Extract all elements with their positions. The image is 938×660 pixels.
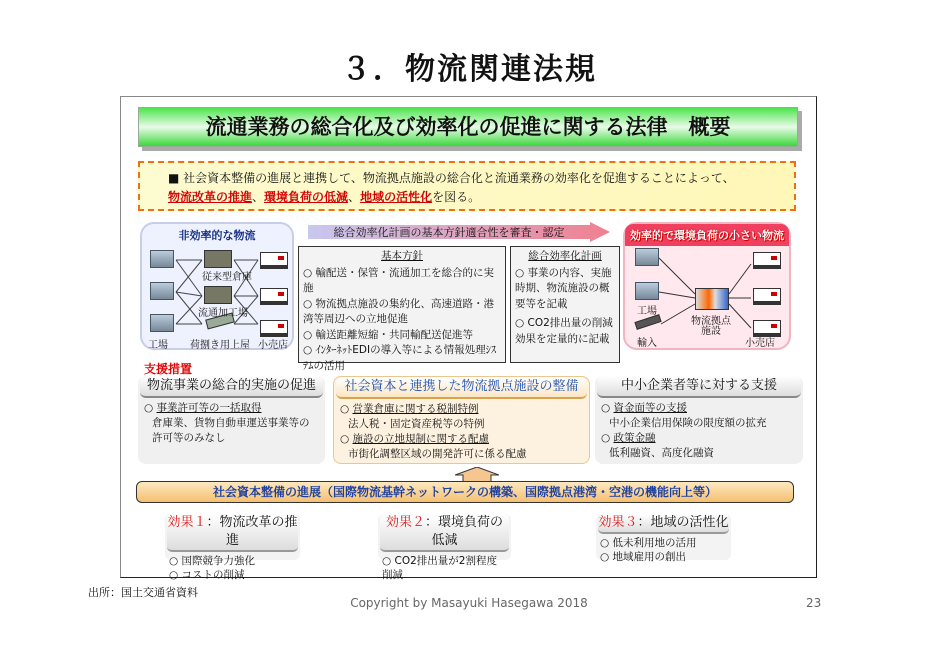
effect-title	[380, 514, 509, 552]
support-item-link: 営業倉庫に関する税制特例	[352, 403, 479, 415]
bullet: ○	[340, 403, 353, 415]
effect-title-text: ：物流改革の推進	[206, 515, 298, 548]
effect-number: 効果３	[598, 515, 638, 530]
purpose-lead: ■ 社会資本整備の進展と連携して、物流拠点施設の総合化と流通業務の効率化を促進することによって、	[168, 171, 735, 185]
efficient-logistics-diagram	[623, 222, 791, 350]
basic-policy-item: ○ ｲﾝﾀｰﾈｯﾄEDIの導入等による情報処理ｼｽﾃﾑの活用	[303, 344, 497, 372]
basic-policy-title: 基本方針	[381, 250, 423, 262]
goal-regional: 地域の活性化	[360, 190, 433, 204]
efficiency-plan-item: ○ CO2排出量の削減効果を定量的に記載	[515, 317, 613, 345]
truck-icon	[753, 320, 781, 334]
basic-policy-item: ○ 物流拠点施設の集約化、高速道路・港湾等周辺への立地促進	[303, 297, 494, 325]
support-item-link: 資金面等の支援	[613, 402, 687, 414]
effect-title-text: ：環境負荷の低減	[425, 515, 504, 548]
factory-icon	[635, 282, 659, 300]
truck-icon	[753, 288, 781, 302]
purpose-goals	[168, 188, 794, 207]
basic-policy-item: ○ 輸送距離短縮・共同輸配送促進等	[303, 328, 473, 341]
basic-policy-note	[298, 246, 506, 372]
up-arrow-icon	[455, 467, 499, 482]
support-box-title: 物流事業の総合的実施の促進	[140, 376, 323, 398]
bullet: ○	[144, 402, 157, 414]
support-item	[340, 432, 583, 447]
support-measures-label: 支援措置	[144, 362, 193, 376]
processing-plant-icon	[204, 286, 232, 304]
support-item-link: 政策金融	[613, 432, 656, 444]
purpose-tail: を図る。	[432, 190, 481, 204]
effect-item: ○ CO2排出量が2割程度削減	[382, 555, 497, 581]
effect-title-text: ：地域の活性化	[637, 515, 729, 530]
separator: 、	[252, 190, 265, 204]
support-item-detail: 低利融資、高度化融資	[609, 447, 714, 459]
warehouse-icon	[204, 250, 232, 268]
goal-logistics-reform: 物流改革の推進	[168, 190, 253, 204]
label-processing: 流通加工場	[198, 308, 248, 319]
label-hub-2: 施設	[701, 326, 721, 337]
separator: 、	[348, 190, 361, 204]
effect-box-3	[596, 514, 731, 563]
inefficient-logistics-diagram	[140, 222, 294, 350]
inefficient-title: 非効率的な物流	[178, 229, 256, 242]
page-title: ３．物流関連法規	[341, 52, 597, 87]
support-item-detail: 中小企業信用保険の限度額の拡充	[609, 417, 767, 429]
effect-item: ○ 国際競争力強化	[169, 555, 255, 567]
effect-item: ○ 地域雇用の創出	[600, 551, 686, 563]
label-retail: 小売店	[745, 338, 775, 349]
effect-item: ○ コストの削減	[169, 569, 245, 581]
effect-number: 効果１	[167, 515, 207, 530]
support-box-title: 中小企業者等に対する支援	[597, 376, 801, 398]
support-box-infrastructure	[333, 376, 590, 464]
basic-policy-item: ○ 輸配送・保管・流通加工を総合的に実施	[303, 266, 494, 294]
support-box-business	[138, 376, 325, 464]
support-item	[144, 401, 319, 416]
factory-icon	[150, 250, 174, 268]
bullet: ○	[340, 433, 353, 445]
efficiency-plan-item: ○ 事業の内容、実施時期、物流施設の概要等を記載	[515, 266, 612, 310]
factory-icon	[150, 282, 174, 300]
truck-icon	[260, 320, 288, 334]
support-box-sme	[595, 376, 803, 464]
truck-icon	[260, 252, 288, 266]
label-retail: 小売店	[258, 340, 288, 351]
factory-icon	[635, 248, 659, 266]
support-item	[601, 431, 797, 446]
bullet: ○	[601, 402, 614, 414]
support-item-detail: 倉庫業、貨物自動車運送事業等の許可等のみなし	[152, 417, 310, 444]
support-item-link: 施設の立地規制に関する配慮	[352, 433, 489, 445]
support-item	[601, 401, 797, 416]
copyright: Copyright by Masayuki Hasegawa 2018	[350, 596, 588, 610]
hub-facility-icon	[695, 288, 729, 310]
efficient-title: 効率的で環境負荷の小さい物流	[625, 224, 789, 246]
support-item-detail: 法人税・固定資産税等の特例	[348, 418, 485, 430]
effect-title	[167, 514, 298, 552]
label-factory: 工場	[637, 306, 657, 317]
support-item-link: 事業許可等の一括取得	[156, 402, 262, 414]
infrastructure-bar: 社会資本整備の進展（国際物流基幹ネットワークの構築、国際拠点港湾・空港の機能向上等）	[136, 481, 794, 503]
truck-icon	[753, 252, 781, 266]
label-warehouse: 従来型倉庫	[202, 272, 252, 283]
review-arrow-text: 総合効率化計画の基本方針適合性を審査・認定	[333, 226, 565, 239]
efficiency-plan-title: 総合効率化計画	[528, 250, 602, 262]
label-factory: 工場	[148, 340, 168, 351]
support-item	[340, 402, 583, 417]
goal-environment: 環境負荷の低減	[264, 190, 349, 204]
efficiency-plan-note	[510, 246, 620, 363]
support-item-detail: 市街化調整区域の開発許可に係る配慮	[348, 448, 527, 460]
effect-number: 効果２	[385, 515, 425, 530]
source-note: 出所：国土交通省資料	[88, 586, 198, 599]
page-number: 23	[806, 596, 822, 610]
effect-title	[598, 514, 729, 534]
purpose-box	[138, 161, 796, 211]
effect-item: ○ 低未利用地の活用	[600, 537, 697, 549]
label-import: 輸入	[637, 338, 657, 349]
effect-box-2	[378, 514, 511, 581]
factory-icon	[150, 314, 174, 332]
support-box-title: 社会資本と連携した物流拠点施設の整備	[336, 377, 587, 399]
label-hub-1: 物流拠点	[691, 316, 731, 327]
effect-box-1	[165, 514, 300, 581]
truck-icon	[260, 288, 288, 302]
bullet: ○	[601, 432, 614, 444]
law-title-banner: 流通業務の総合化及び効率化の促進に関する法律 概要	[138, 107, 798, 147]
label-shed: 荷捌き用上屋	[190, 340, 250, 351]
